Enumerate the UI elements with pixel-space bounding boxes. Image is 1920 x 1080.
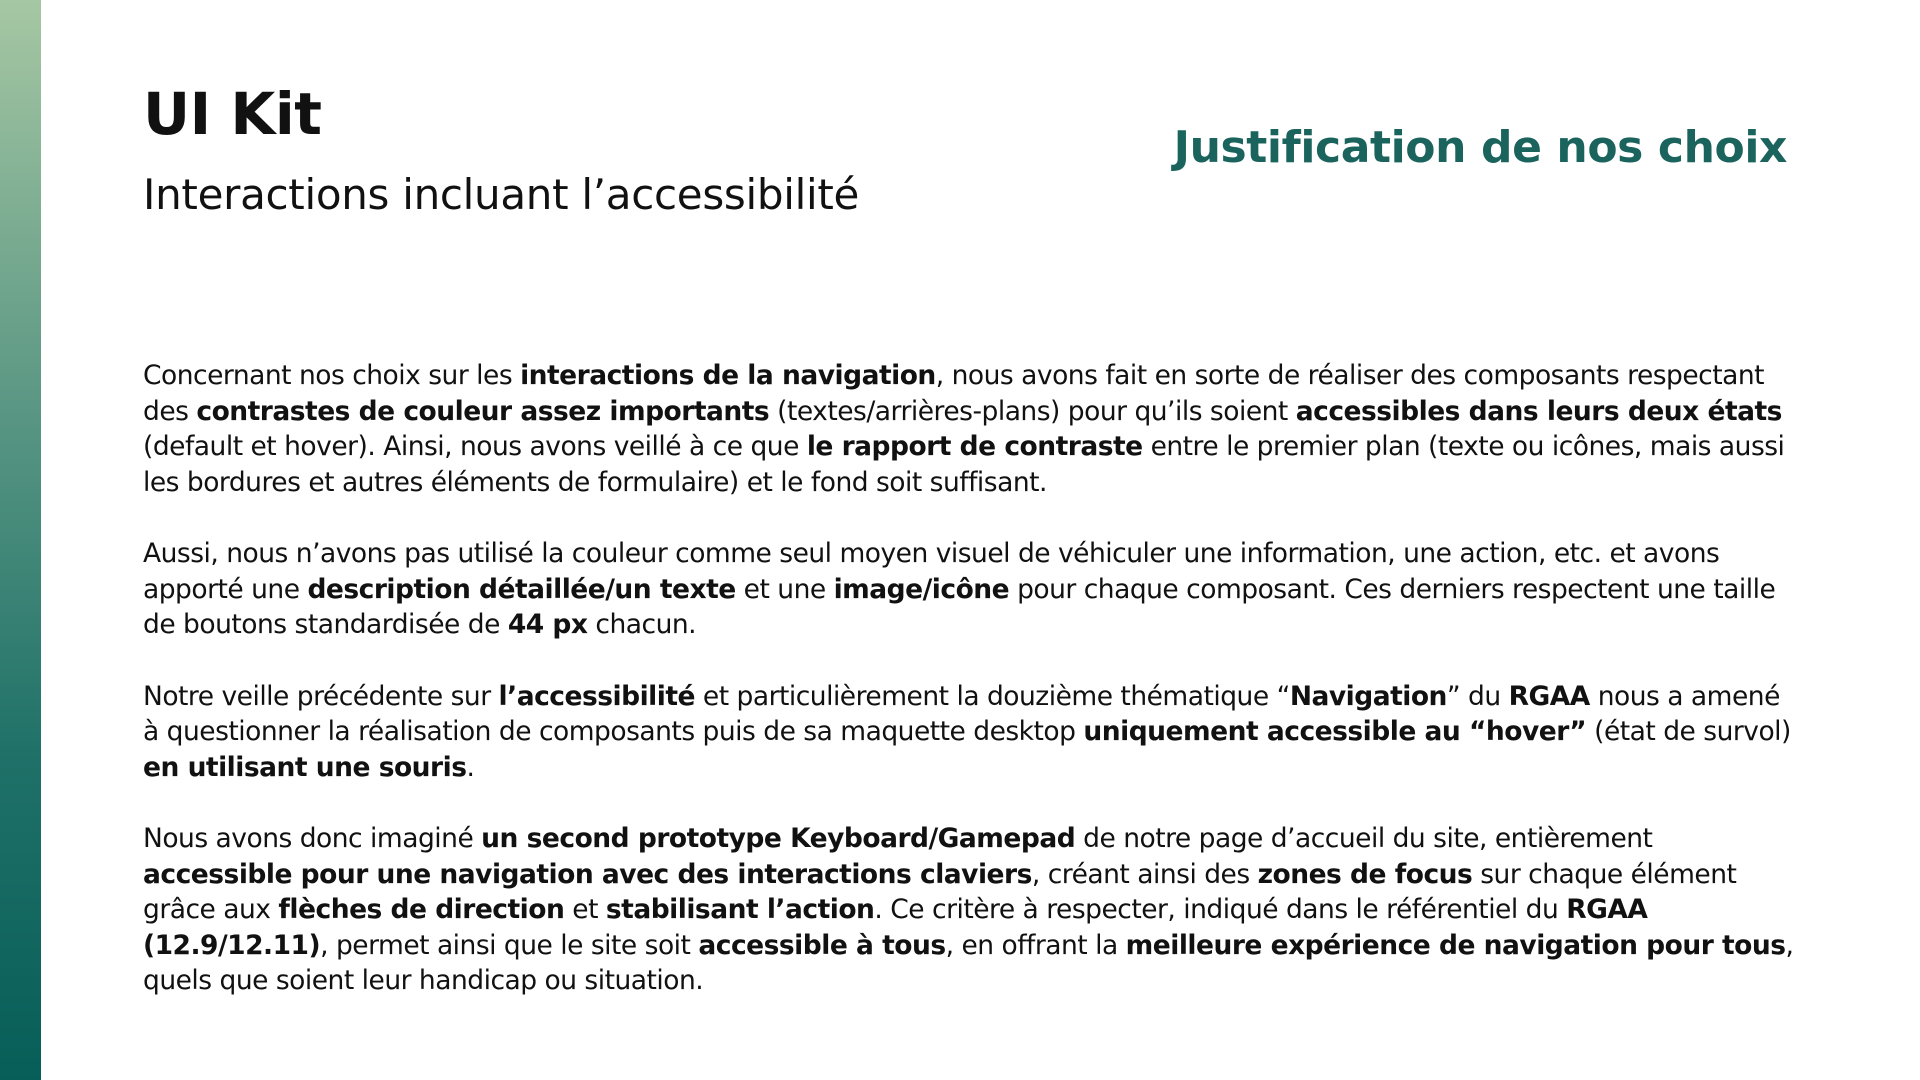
text-segment: ” du (1446, 680, 1509, 712)
section-heading: Justification de nos choix (1173, 122, 1787, 173)
emphasized-text: image/icône (833, 573, 1010, 605)
text-segment: et particulièrement la douzième thématique “ (694, 680, 1290, 712)
page-subtitle: Interactions incluant l’accessibilité (143, 170, 860, 219)
body-text (143, 358, 1803, 1035)
emphasized-text: RGAA (1508, 680, 1590, 712)
text-segment: . (466, 751, 475, 783)
emphasized-text: meilleure expérience de navigation pour tous (1125, 929, 1786, 961)
paragraph-keyboard-prototype (143, 821, 1803, 999)
emphasized-text: accessible à tous (698, 929, 946, 961)
decorative-gradient-sidebar (0, 0, 41, 1080)
emphasized-text: un second prototype Keyboard/Gamepad (481, 823, 1076, 854)
text-segment: , quels que soient leur handicap ou situation. (143, 929, 1794, 996)
text-segment: et (564, 894, 606, 925)
text-segment: Aussi, nous n’avons pas utilisé la couleur comme seul moyen visuel de véhiculer une information, une action, etc. et avons apporté une (143, 538, 1720, 605)
text-segment: . Ce critère à respecter, indiqué dans le référentiel du (874, 894, 1567, 925)
text-segment: , nous avons fait en sorte de réaliser des composants respectant des (143, 360, 1765, 427)
emphasized-text: RGAA (12.9/12.11) (143, 894, 1648, 961)
text-segment: , en offrant la (945, 929, 1126, 961)
text-segment: (textes/arrières-plans) pour qu’ils soient (769, 395, 1296, 427)
emphasized-text: stabilisant l’action (605, 894, 875, 925)
text-segment: sur chaque élément grâce aux (143, 858, 1737, 925)
text-segment: Nous avons donc imaginé (143, 823, 482, 854)
paragraph-color-and-descriptions (143, 536, 1803, 643)
emphasized-text: interactions de la navigation (520, 360, 936, 391)
emphasized-text: uniquement accessible au “hover” (1083, 716, 1587, 747)
emphasized-text: 44 px (507, 609, 588, 640)
text-segment: chacun. (587, 609, 697, 640)
text-segment: de notre page d’accueil du site, entièrement (1075, 823, 1653, 854)
text-segment: , créant ainsi des (1031, 858, 1258, 890)
emphasized-text: flèches de direction (278, 894, 565, 925)
text-segment: Notre veille précédente sur (143, 680, 499, 712)
text-segment: Concernant nos choix sur les (143, 360, 521, 391)
text-segment: , permet ainsi que le site soit (320, 929, 699, 961)
text-segment: (default et hover). Ainsi, nous avons veillé à ce que (143, 431, 807, 462)
text-segment: (état de survol) (1586, 716, 1791, 747)
emphasized-text: zones de focus (1257, 858, 1473, 890)
emphasized-text: l’accessibilité (498, 680, 695, 712)
emphasized-text: accessibles dans leurs deux états (1295, 395, 1782, 427)
text-segment: et une (735, 573, 834, 605)
emphasized-text: Navigation (1289, 680, 1447, 712)
text-segment: nous a amené à questionner la réalisation de composants puis de sa maquette desktop (143, 680, 1780, 747)
paragraph-rgaa-watch (143, 679, 1803, 786)
emphasized-text: accessible pour une navigation avec des interactions claviers (143, 858, 1032, 890)
emphasized-text: description détaillée/un texte (307, 573, 736, 605)
text-segment: pour chaque composant. Ces derniers respectent une taille de boutons standardisée de (143, 573, 1776, 640)
emphasized-text: le rapport de contraste (806, 431, 1143, 462)
page-title: UI Kit (143, 80, 322, 148)
text-segment: entre le premier plan (texte ou icônes, mais aussi les bordures et autres éléments de formulaire) et le fond soit suffisant. (143, 431, 1785, 498)
paragraph-navigation-contrast (143, 358, 1803, 500)
emphasized-text: en utilisant une souris (143, 751, 467, 783)
emphasized-text: contrastes de couleur assez importants (196, 395, 770, 427)
